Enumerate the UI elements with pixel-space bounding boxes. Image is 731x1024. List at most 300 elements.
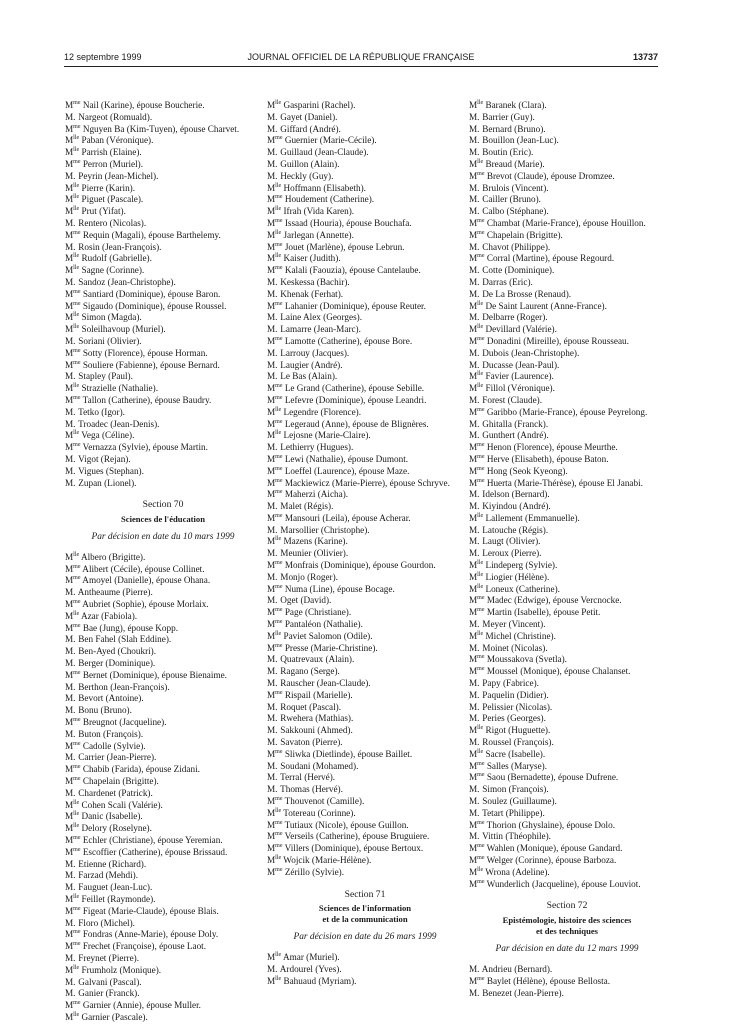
entry-name: Rentero (Nicolas). bbox=[76, 217, 147, 228]
entry-name: Lewi (Nathalie), épouse Dumont. bbox=[282, 453, 409, 464]
honorific: $M^{me}$ bbox=[65, 905, 81, 916]
name-entry bbox=[65, 383, 261, 395]
honorific: $M^{me}$ bbox=[65, 359, 81, 370]
honorific: M. bbox=[469, 678, 480, 689]
entry-name: Andrieu (Bernard). bbox=[480, 963, 553, 974]
entry-name: Rigot (Huguette). bbox=[483, 725, 551, 736]
name-entry bbox=[65, 242, 261, 254]
honorific: M. bbox=[469, 241, 480, 252]
entry-name: Figeat (Marie-Claude), épouse Blais. bbox=[80, 905, 219, 916]
entry-name: Ganier (Franck). bbox=[76, 988, 140, 999]
honorific: M. bbox=[267, 701, 278, 712]
name-entry bbox=[469, 749, 665, 761]
entry-name: Hong (Seok Kyeong). bbox=[484, 465, 568, 476]
name-entry bbox=[65, 336, 261, 348]
honorific: $M^{me}$ bbox=[469, 217, 485, 228]
name-entry bbox=[267, 796, 463, 808]
honorific: $M^{lle}$ bbox=[267, 99, 282, 110]
honorific: $M^{me}$ bbox=[469, 406, 485, 417]
name-entry bbox=[65, 729, 261, 741]
entry-name: Lamotte (Catherine), épouse Bore. bbox=[282, 335, 413, 346]
entry-name: Nguyen Ba (Kim-Tuyen), épouse Charvet. bbox=[80, 123, 240, 134]
entry-name: Chabib (Farida), épouse Zidani. bbox=[80, 764, 200, 775]
honorific: $M^{lle}$ bbox=[65, 964, 80, 975]
entry-name: Hoffmann (Elisabeth). bbox=[281, 182, 366, 193]
honorific: M. bbox=[469, 347, 480, 358]
honorific: $M^{me}$ bbox=[267, 383, 283, 394]
name-entry bbox=[469, 194, 665, 206]
name-entry bbox=[65, 847, 261, 859]
name-entry bbox=[65, 965, 261, 977]
honorific: $M^{lle}$ bbox=[267, 229, 282, 240]
name-entry bbox=[65, 611, 261, 623]
entry-name: Kaiser (Judith). bbox=[281, 253, 341, 264]
name-entry bbox=[65, 693, 261, 705]
honorific: $M^{lle}$ bbox=[267, 854, 282, 865]
entry-name: Terral (Hervé). bbox=[278, 772, 336, 783]
name-entry bbox=[267, 395, 463, 407]
honorific: M. bbox=[469, 701, 480, 712]
honorific: $M^{me}$ bbox=[267, 642, 283, 653]
honorific: $M^{me}$ bbox=[267, 689, 283, 700]
entry-name: Roquet (Pascal). bbox=[278, 701, 342, 712]
name-entry bbox=[469, 584, 665, 596]
entry-name: Soleilhavoup (Muriel). bbox=[79, 324, 166, 335]
honorific: $M^{me}$ bbox=[267, 394, 283, 405]
entry-name: Tutiaux (Nicole), épouse Guillon. bbox=[282, 819, 409, 830]
name-entry bbox=[65, 835, 261, 847]
entry-name: Sakkouni (Ahmed). bbox=[278, 725, 353, 736]
honorific: M. bbox=[267, 524, 278, 535]
name-entry bbox=[267, 595, 463, 607]
entry-name: Breugnot (Jacqueline). bbox=[80, 717, 167, 728]
honorific: M. bbox=[267, 725, 278, 736]
honorific: M. bbox=[267, 772, 278, 783]
entry-name: Calbo (Stéphane). bbox=[480, 206, 549, 217]
honorific: M. bbox=[65, 477, 76, 488]
name-entry bbox=[65, 705, 261, 717]
entry-name: Ben-Ayed (Choukri). bbox=[76, 646, 157, 657]
entry-name: Bouillon (Jean-Luc). bbox=[480, 135, 559, 146]
name-entry bbox=[267, 489, 463, 501]
entry-name: Mazens (Karine). bbox=[281, 536, 348, 547]
honorific: $M^{me}$ bbox=[267, 217, 283, 228]
honorific: $M^{me}$ bbox=[65, 1000, 81, 1011]
honorific: M. bbox=[267, 737, 278, 748]
honorific: M. bbox=[267, 147, 278, 158]
name-entry bbox=[267, 430, 463, 442]
entry-name: Bernet (Dominique), épouse Bienaime. bbox=[80, 669, 227, 680]
name-entry bbox=[267, 501, 463, 513]
honorific: $M^{me}$ bbox=[267, 843, 283, 854]
honorific: $M^{lle}$ bbox=[469, 571, 484, 582]
entry-name: Floro (Michel). bbox=[76, 917, 135, 928]
honorific: $M^{me}$ bbox=[65, 775, 81, 787]
name-entry bbox=[65, 371, 261, 383]
name-entry bbox=[469, 454, 665, 466]
header-date: 12 septembre 1999 bbox=[64, 52, 142, 62]
entry-name: Brevot (Claude), épouse Dromzee. bbox=[484, 170, 615, 181]
name-entry bbox=[469, 348, 665, 360]
name-entry bbox=[65, 442, 261, 454]
entry-name: Donadini (Mireille), épouse Rousseau. bbox=[484, 335, 629, 346]
section-subject: et des techniques bbox=[535, 926, 599, 937]
entry-name: Guernier (Marie-Cécile). bbox=[282, 135, 377, 146]
honorific: M. bbox=[469, 359, 480, 370]
name-entry bbox=[469, 395, 665, 407]
name-entry bbox=[267, 301, 463, 313]
name-entry bbox=[267, 525, 463, 537]
entry-name: Paquelin (Didier). bbox=[480, 689, 549, 700]
name-entry bbox=[65, 870, 261, 882]
entry-name: Frumholz (Monique). bbox=[79, 964, 162, 975]
honorific: $M^{me}$ bbox=[267, 335, 283, 346]
honorific: $M^{lle}$ bbox=[469, 383, 484, 394]
entry-name: Amoyel (Danielle), épouse Ohana. bbox=[80, 575, 211, 586]
honorific: M. bbox=[469, 206, 480, 217]
name-entry bbox=[469, 643, 665, 655]
section-subject: et de la communication bbox=[322, 914, 408, 925]
honorific: $M^{lle}$ bbox=[65, 799, 80, 810]
honorific: $M^{lle}$ bbox=[65, 312, 80, 323]
name-entry bbox=[65, 466, 261, 478]
honorific: M. bbox=[65, 276, 76, 287]
honorific: M. bbox=[469, 276, 480, 287]
name-entry bbox=[267, 171, 463, 183]
entry-name: Chambat (Marie-France), épouse Houillon. bbox=[484, 217, 646, 228]
entry-name: Numa (Line), épouse Bocage. bbox=[282, 583, 395, 594]
entry-name: Mansouri (Leila), épouse Acherar. bbox=[282, 512, 411, 523]
name-entry bbox=[267, 784, 463, 796]
honorific: $M^{me}$ bbox=[267, 866, 283, 877]
name-entry bbox=[469, 843, 665, 855]
honorific: $M^{me}$ bbox=[469, 442, 485, 453]
entry-name: Houdement (Catherine). bbox=[282, 194, 375, 205]
honorific: M. bbox=[469, 418, 480, 429]
name-entry bbox=[267, 371, 463, 383]
name-entry bbox=[267, 159, 463, 171]
entry-name: Lefevre (Dominique), épouse Leandri. bbox=[282, 394, 427, 405]
name-entry bbox=[469, 595, 665, 607]
honorific: $M^{lle}$ bbox=[267, 807, 282, 818]
entry-name: Laugier (André). bbox=[278, 359, 343, 370]
entry-name: Zupan (Lionel). bbox=[76, 477, 137, 488]
name-entry bbox=[469, 737, 665, 749]
entry-name: Nail (Karine), épouse Boucherie. bbox=[80, 100, 205, 110]
entry-name: Laugt (Olivier). bbox=[480, 536, 541, 547]
name-entry bbox=[469, 607, 665, 619]
honorific: $M^{me}$ bbox=[469, 666, 485, 677]
honorific: $M^{me}$ bbox=[469, 854, 485, 865]
honorific: M. bbox=[267, 276, 278, 287]
honorific: M. bbox=[469, 394, 480, 405]
column-1 bbox=[65, 100, 261, 1024]
entry-name: Perron (Muriel). bbox=[80, 158, 144, 169]
entry-name: Legeraud (Anne), épouse de Blignères. bbox=[282, 418, 429, 429]
honorific: M. bbox=[469, 987, 480, 998]
name-entry bbox=[469, 466, 665, 478]
entry-name: Fondras (Anne-Marie), épouse Doly. bbox=[80, 929, 219, 940]
name-entry bbox=[469, 230, 665, 242]
entry-name: Barrier (Guy). bbox=[480, 111, 535, 122]
name-entry bbox=[65, 289, 261, 301]
honorific: $M^{lle}$ bbox=[65, 823, 80, 834]
entry-name: Requin (Magali), épouse Barthelemy. bbox=[80, 229, 221, 240]
name-entry bbox=[469, 407, 665, 419]
name-entry bbox=[267, 678, 463, 690]
honorific: M. bbox=[469, 288, 480, 299]
entry-name: Troadec (Jean-Denis). bbox=[76, 418, 160, 429]
entry-name: Nargeot (Romuald). bbox=[76, 111, 153, 122]
honorific: M. bbox=[469, 430, 480, 441]
honorific: $M^{me}$ bbox=[469, 819, 485, 830]
name-entry bbox=[65, 454, 261, 466]
entry-name: Aubriet (Sophie), épouse Morlaix. bbox=[80, 599, 209, 610]
entry-name: Devillard (Valérie). bbox=[483, 324, 557, 335]
honorific: $M^{lle}$ bbox=[469, 371, 484, 382]
name-entry bbox=[267, 572, 463, 584]
name-entry bbox=[267, 348, 463, 360]
name-entry bbox=[267, 324, 463, 336]
entry-name: Le Bas (Alain). bbox=[278, 371, 338, 382]
name-entry bbox=[469, 560, 665, 572]
honorific: $M^{me}$ bbox=[267, 489, 283, 500]
honorific: M. bbox=[469, 737, 480, 748]
entry-name: Giffard (André). bbox=[278, 123, 341, 134]
entry-name: Sagne (Corinne). bbox=[79, 265, 145, 276]
entry-name: Guillaud (Jean-Claude). bbox=[278, 147, 369, 158]
name-entry bbox=[469, 312, 665, 324]
honorific: M. bbox=[469, 524, 480, 535]
honorific: M. bbox=[469, 123, 480, 134]
name-entry bbox=[267, 654, 463, 666]
honorific: $M^{me}$ bbox=[65, 716, 81, 728]
name-entry bbox=[267, 312, 463, 324]
name-entry bbox=[267, 265, 463, 277]
entry-name: Ardourel (Yves). bbox=[278, 963, 342, 974]
honorific: M. bbox=[469, 642, 480, 653]
name-entry bbox=[469, 383, 665, 395]
honorific: $M^{lle}$ bbox=[65, 253, 80, 264]
honorific: $M^{lle}$ bbox=[65, 135, 80, 146]
name-entry bbox=[267, 843, 463, 855]
name-entry bbox=[267, 867, 463, 879]
name-entry bbox=[65, 430, 261, 442]
name-entry bbox=[267, 536, 463, 548]
name-entry bbox=[65, 776, 261, 788]
entry-name: Issaad (Houria), épouse Bouchafa. bbox=[282, 217, 412, 228]
honorific: $M^{me}$ bbox=[469, 335, 485, 346]
name-entry bbox=[469, 525, 665, 537]
honorific: $M^{lle}$ bbox=[65, 1011, 80, 1022]
entry-name: Soudani (Mohamed). bbox=[278, 760, 359, 771]
honorific: M. bbox=[65, 453, 76, 464]
honorific: $M^{me}$ bbox=[65, 929, 81, 940]
name-entry bbox=[267, 466, 463, 478]
honorific: $M^{lle}$ bbox=[469, 583, 484, 594]
page-header bbox=[64, 52, 658, 64]
entry-name: Bahuaud (Myriam). bbox=[281, 975, 357, 986]
entry-name: Ben Fahel (Slah Eddine). bbox=[76, 634, 172, 645]
entry-name: Welger (Corinne), épouse Barboza. bbox=[484, 855, 617, 865]
honorific: $M^{me}$ bbox=[267, 831, 283, 842]
name-entry bbox=[65, 124, 261, 136]
honorific: $M^{me}$ bbox=[267, 583, 283, 594]
name-entry bbox=[65, 552, 261, 564]
name-entry bbox=[65, 800, 261, 812]
name-entry bbox=[267, 407, 463, 419]
entry-name: Malet (Régis). bbox=[278, 501, 334, 512]
honorific: $M^{me}$ bbox=[65, 99, 81, 110]
honorific: $M^{me}$ bbox=[65, 442, 81, 453]
name-entry bbox=[267, 820, 463, 832]
name-entry bbox=[267, 218, 463, 230]
name-entry bbox=[65, 135, 261, 147]
name-entry bbox=[469, 654, 665, 666]
honorific: M. bbox=[469, 548, 480, 559]
name-entry bbox=[267, 666, 463, 678]
name-entry bbox=[267, 289, 463, 301]
entry-name: Berthon (Jean-François). bbox=[76, 681, 170, 692]
name-entry bbox=[469, 964, 665, 976]
name-entry bbox=[469, 218, 665, 230]
honorific: M. bbox=[65, 858, 76, 869]
honorific: M. bbox=[469, 182, 480, 193]
name-entry bbox=[65, 218, 261, 230]
name-entry bbox=[65, 395, 261, 407]
name-entry bbox=[65, 360, 261, 372]
name-entry bbox=[267, 619, 463, 631]
entry-name: Vigot (Rejan). bbox=[76, 453, 131, 464]
honorific: $M^{me}$ bbox=[267, 265, 283, 276]
section-heading: Section 71 bbox=[344, 888, 386, 900]
entry-name: Peries (Georges). bbox=[480, 713, 546, 724]
honorific: $M^{me}$ bbox=[469, 595, 485, 606]
honorific: M. bbox=[267, 347, 278, 358]
entry-name: Ducasse (Jean-Paul). bbox=[480, 359, 560, 370]
name-entry bbox=[469, 713, 665, 725]
honorific: M. bbox=[267, 784, 278, 795]
name-entry bbox=[267, 725, 463, 737]
honorific: $M^{lle}$ bbox=[267, 975, 282, 986]
entry-name: Chapelain (Brigitte). bbox=[484, 229, 563, 240]
name-entry bbox=[65, 419, 261, 431]
honorific: M. bbox=[469, 147, 480, 158]
entry-name: Moussakova (Svetla). bbox=[484, 654, 567, 665]
name-entry bbox=[65, 478, 261, 490]
honorific: M. bbox=[469, 135, 480, 146]
name-entry bbox=[469, 976, 665, 988]
honorific: $M^{me}$ bbox=[267, 418, 283, 429]
honorific: M. bbox=[65, 917, 76, 928]
honorific: $M^{lle}$ bbox=[267, 253, 282, 264]
name-entry bbox=[469, 784, 665, 796]
honorific: $M^{me}$ bbox=[65, 288, 81, 299]
name-entry bbox=[65, 764, 261, 776]
name-entry bbox=[65, 1012, 261, 1024]
name-entry bbox=[65, 977, 261, 989]
entry-name: Peyrin (Jean-Michel). bbox=[76, 170, 159, 181]
name-entry bbox=[267, 147, 463, 159]
honorific: $M^{me}$ bbox=[267, 194, 283, 205]
honorific: M. bbox=[65, 111, 76, 122]
honorific: M. bbox=[267, 666, 278, 677]
honorific: M. bbox=[65, 406, 76, 417]
entry-name: Paban (Véronique). bbox=[79, 135, 154, 146]
honorific: $M^{lle}$ bbox=[469, 512, 484, 523]
honorific: $M^{lle}$ bbox=[267, 952, 282, 963]
entry-name: Benezet (Jean-Pierre). bbox=[480, 987, 564, 998]
entry-name: Danic (Isabelle). bbox=[79, 811, 143, 822]
name-entry bbox=[469, 725, 665, 737]
name-entry bbox=[267, 194, 463, 206]
name-entry bbox=[65, 301, 261, 313]
honorific: $M^{lle}$ bbox=[65, 265, 80, 276]
name-entry bbox=[469, 619, 665, 631]
entry-name: Antheaume (Pierre). bbox=[76, 587, 153, 598]
honorific: $M^{me}$ bbox=[65, 158, 81, 169]
entry-name: Loeffel (Laurence), épouse Maze. bbox=[282, 465, 410, 476]
entry-name: Maherzi (Aicha). bbox=[282, 489, 349, 500]
entry-name: Lindeperg (Sylvie). bbox=[483, 560, 558, 571]
name-entry bbox=[267, 749, 463, 761]
entry-name: Tetko (Igor). bbox=[76, 406, 125, 417]
name-entry bbox=[65, 253, 261, 265]
honorific: M. bbox=[267, 359, 278, 370]
entry-name: De La Brosse (Renaud). bbox=[480, 288, 572, 299]
name-entry bbox=[469, 336, 665, 348]
honorific: $M^{lle}$ bbox=[469, 866, 484, 877]
entry-name: Berger (Dominique). bbox=[76, 658, 156, 669]
entry-name: Quatrevaux (Alain). bbox=[278, 654, 355, 665]
name-entry bbox=[65, 988, 261, 1000]
name-entry bbox=[469, 772, 665, 784]
entry-name: Wahlen (Monique), épouse Gandard. bbox=[484, 843, 623, 854]
entry-name: Etienne (Richard). bbox=[76, 858, 147, 869]
name-entry bbox=[65, 183, 261, 195]
name-entry bbox=[267, 584, 463, 596]
entry-name: Bevort (Antoine). bbox=[76, 693, 144, 704]
honorific: M. bbox=[267, 111, 278, 122]
honorific: $M^{me}$ bbox=[469, 453, 485, 464]
entry-name: Henon (Florence), épouse Meurthe. bbox=[484, 442, 618, 453]
honorific: $M^{me}$ bbox=[65, 575, 81, 586]
entry-name: Martin (Isabelle), épouse Petit. bbox=[484, 607, 601, 618]
entry-name: Sandoz (Jean-Christophe). bbox=[76, 276, 176, 287]
name-entry bbox=[267, 631, 463, 643]
name-entry bbox=[267, 124, 463, 136]
name-entry bbox=[65, 882, 261, 894]
honorific: M. bbox=[65, 693, 76, 704]
entry-name: Huerta (Marie-Thérèse), épouse El Janabi. bbox=[484, 477, 643, 488]
honorific: $M^{me}$ bbox=[65, 834, 81, 846]
name-entry bbox=[469, 831, 665, 843]
honorific: M. bbox=[267, 501, 278, 512]
honorific: M. bbox=[469, 963, 480, 974]
honorific: M. bbox=[469, 312, 480, 323]
name-entry bbox=[469, 371, 665, 383]
section-subject: Sciences de l'éducation bbox=[120, 514, 206, 525]
name-entry bbox=[469, 988, 665, 1000]
entry-name: Amar (Muriel). bbox=[281, 952, 340, 963]
decision-date: Par décision en date du 26 mars 1999 bbox=[293, 932, 437, 943]
name-entry bbox=[469, 761, 665, 773]
honorific: $M^{me}$ bbox=[469, 843, 485, 854]
honorific: $M^{me}$ bbox=[267, 748, 283, 759]
honorific: M. bbox=[469, 194, 480, 205]
name-entry bbox=[469, 879, 665, 891]
decision-date: Par décision en date du 12 mars 1999 bbox=[495, 944, 639, 955]
